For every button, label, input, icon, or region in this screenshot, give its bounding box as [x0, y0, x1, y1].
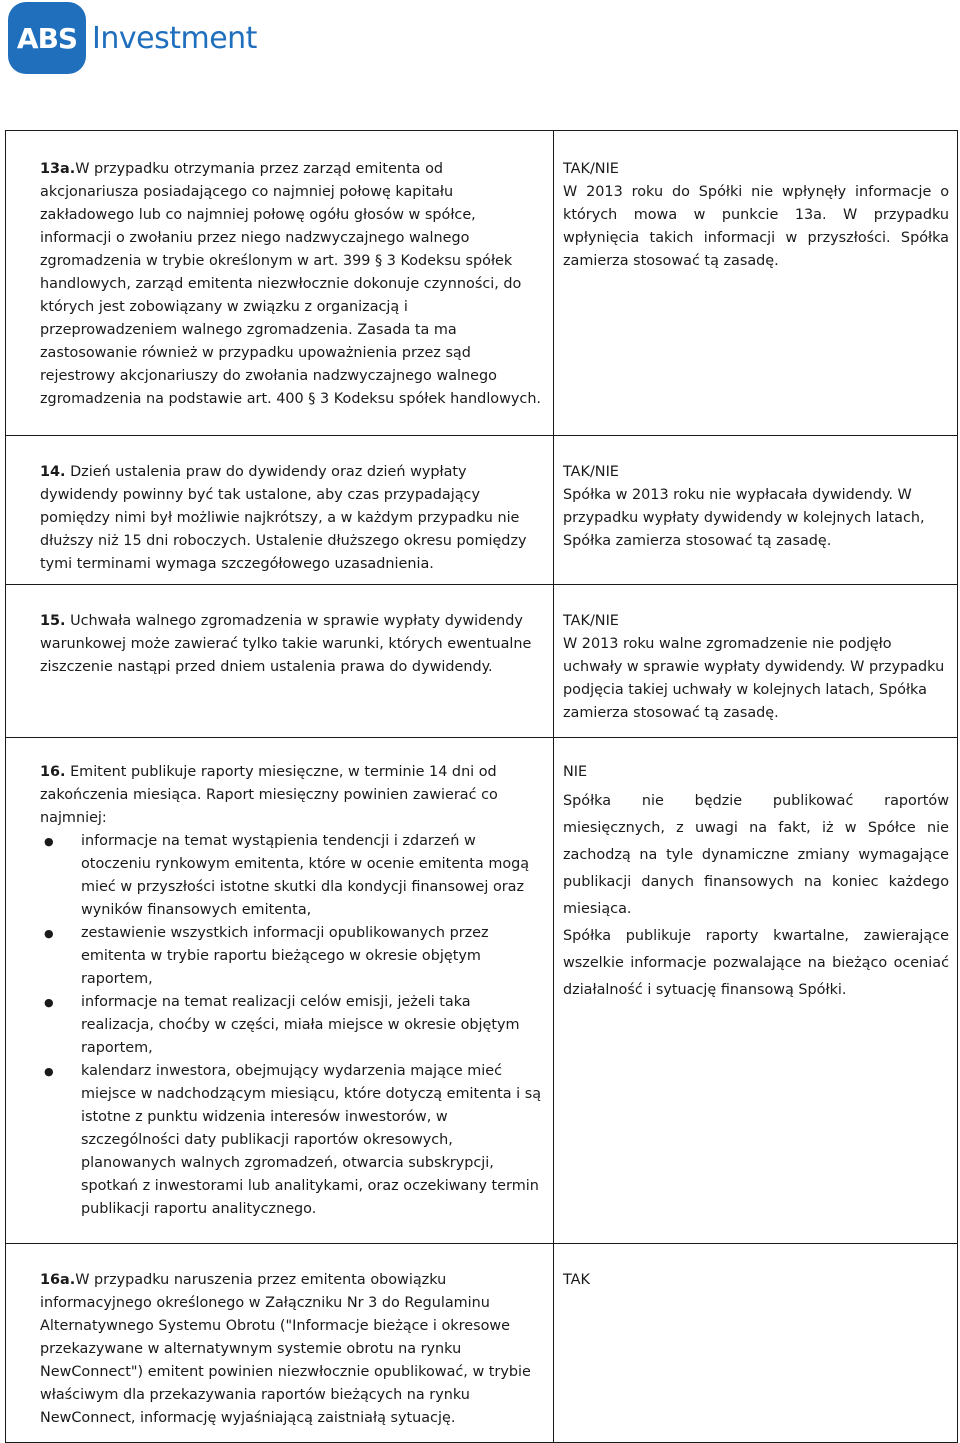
principle-cell	[6, 585, 554, 738]
principle-cell	[6, 131, 554, 436]
list-item: ● zestawienie wszystkich informacji opublikowanych przez emitenta w trybie raportu bieżącego w okresie objętym raportem,	[40, 922, 543, 991]
table-row	[6, 738, 958, 1244]
principle-number: 13a.	[40, 161, 76, 177]
principle-number: 16.	[40, 764, 66, 780]
principle-text: Dzień ustalenia praw do dywidendy oraz dzień wypłaty dywidendy powinny być tak ustalone, aby czas przypadający pomiędzy nimi był możliwie najkrótszy, a w każdym przypadku nie dłuższy niż 15 dni roboczych. Ustalenie dłuższego okresu pomiędzy tymi terminami wymaga szczegółowego uzasadnienia.	[40, 464, 527, 572]
list-item: ● informacje na temat wystąpienia tendencji i zdarzeń w otoczeniu rynkowym emitenta, które w ocenie emitenta mogą mieć w przyszłości istotne skutki dla kondycji finansowej oraz wyników finansowych emitenta,	[40, 830, 543, 922]
principle-number: 16a.	[40, 1272, 76, 1288]
answer-cell	[554, 131, 958, 436]
answer-label: TAK	[563, 1272, 590, 1288]
table-row	[6, 131, 958, 436]
logo-text: Investment	[92, 20, 257, 56]
corporate-governance-table	[5, 130, 958, 1443]
bullet-list	[40, 830, 543, 1221]
principle-number: 15.	[40, 613, 66, 629]
principle-cell	[6, 738, 554, 1244]
answer-label: TAK/NIE	[563, 613, 619, 629]
answer-text: Spółka w 2013 roku nie wypłacała dywidendy. W przypadku wypłaty dywidendy w kolejnych latach, Spółka zamierza stosować tą zasadę.	[563, 487, 925, 549]
answer-text: W 2013 roku walne zgromadzenie nie podjęło uchwały w sprawie wypłaty dywidendy. W przypadku podjęcia takiej uchwały w kolejnych latach, Spółka zamierza stosować tą zasadę.	[563, 636, 945, 721]
header	[0, 0, 960, 100]
principle-cell	[6, 1244, 554, 1443]
table-row	[6, 585, 958, 738]
principle-text: Uchwała walnego zgromadzenia w sprawie wypłaty dywidendy warunkowej może zawierać tylko takie warunki, których ewentualne ziszczenie nastąpi przed dniem ustalenia prawa do dywidendy.	[40, 613, 532, 675]
answer-label: TAK/NIE	[563, 161, 619, 177]
list-item: ● kalendarz inwestora, obejmujący wydarzenia mające mieć miejsce w nadchodzącym miesiącu, które dotyczą emitenta i są istotne z punktu widzenia interesów inwestorów, w szczególności daty publikacji raportów okresowych, planowanych walnych zgromadzeń, otwarcia subskrypcji, spotkań z inwestorami lub analitykami, oraz oczekiwany termin publikacji raportu analitycznego.	[40, 1060, 543, 1221]
principle-intro: Emitent publikuje raporty miesięczne, w terminie 14 dni od zakończenia miesiąca. Raport miesięczny powinien zawierać co najmniej:	[40, 764, 498, 826]
answer-text: Spółka publikuje raporty kwartalne, zawierające wszelkie informacje pozwalające na bieżąco oceniać działalność i sytuację finansową Spółki.	[563, 928, 949, 998]
table-row	[6, 436, 958, 585]
table-row	[6, 1244, 958, 1443]
answer-text: Spółka nie będzie publikować raportów miesięcznych, z uwagi na fakt, iż w Spółce nie zachodzą na tyle dynamiczne zmiany wymagające publikacji danych finansowych na koniec każdego miesiąca.	[563, 793, 949, 917]
answer-label: TAK/NIE	[563, 464, 619, 480]
logo-badge: ABS	[8, 2, 86, 74]
principle-text: W przypadku otrzymania przez zarząd emitenta od akcjonariusza posiadającego co najmniej połowę kapitału zakładowego lub co najmniej połowę ogółu głosów w spółce, informacji o zwołaniu przez niego nadzwyczajnego walnego zgromadzenia w trybie określonym w art. 399 § 3 Kodeksu spółek handlowych, zarząd emitenta niezwłocznie dokonuje czynności, do których jest zobowiązany w związku z organizacją i przeprowadzeniem walnego zgromadzenia. Zasada ta ma zastosowanie również w przypadku upoważnienia przez sąd rejestrowy akcjonariuszy do zwołania nadzwyczajnego walnego zgromadzenia na podstawie art. 400 § 3 Kodeksu spółek handlowych.	[40, 161, 542, 407]
principle-text: W przypadku naruszenia przez emitenta obowiązku informacyjnego określonego w Załączniku Nr 3 do Regulaminu Alternatywnego Systemu Obrotu ("Informacje bieżące i okresowe przekazywane w alternatywnym systemie obrotu na rynku NewConnect") emitent powinien niezwłocznie opublikować, w trybie właściwym dla przekazywania raportów bieżących na rynku NewConnect, informację wyjaśniającą zaistniałą sytuację.	[40, 1272, 531, 1426]
answer-cell	[554, 1244, 958, 1443]
answer-cell	[554, 738, 958, 1244]
principle-cell	[6, 436, 554, 585]
answer-text: W 2013 roku do Spółki nie wpłynęły informacje o których mowa w punkcie 13a. W przypadku wpłynięcia takich informacji w przyszłości. Spółka zamierza stosować tą zasadę.	[563, 184, 949, 269]
list-item: ● informacje na temat realizacji celów emisji, jeżeli taka realizacja, choćby w części, miała miejsce w okresie objętym raportem,	[40, 991, 543, 1060]
principle-number: 14.	[40, 464, 66, 480]
abs-investment-logo	[8, 2, 257, 74]
answer-label: NIE	[563, 764, 588, 780]
answer-cell	[554, 585, 958, 738]
answer-cell	[554, 436, 958, 585]
